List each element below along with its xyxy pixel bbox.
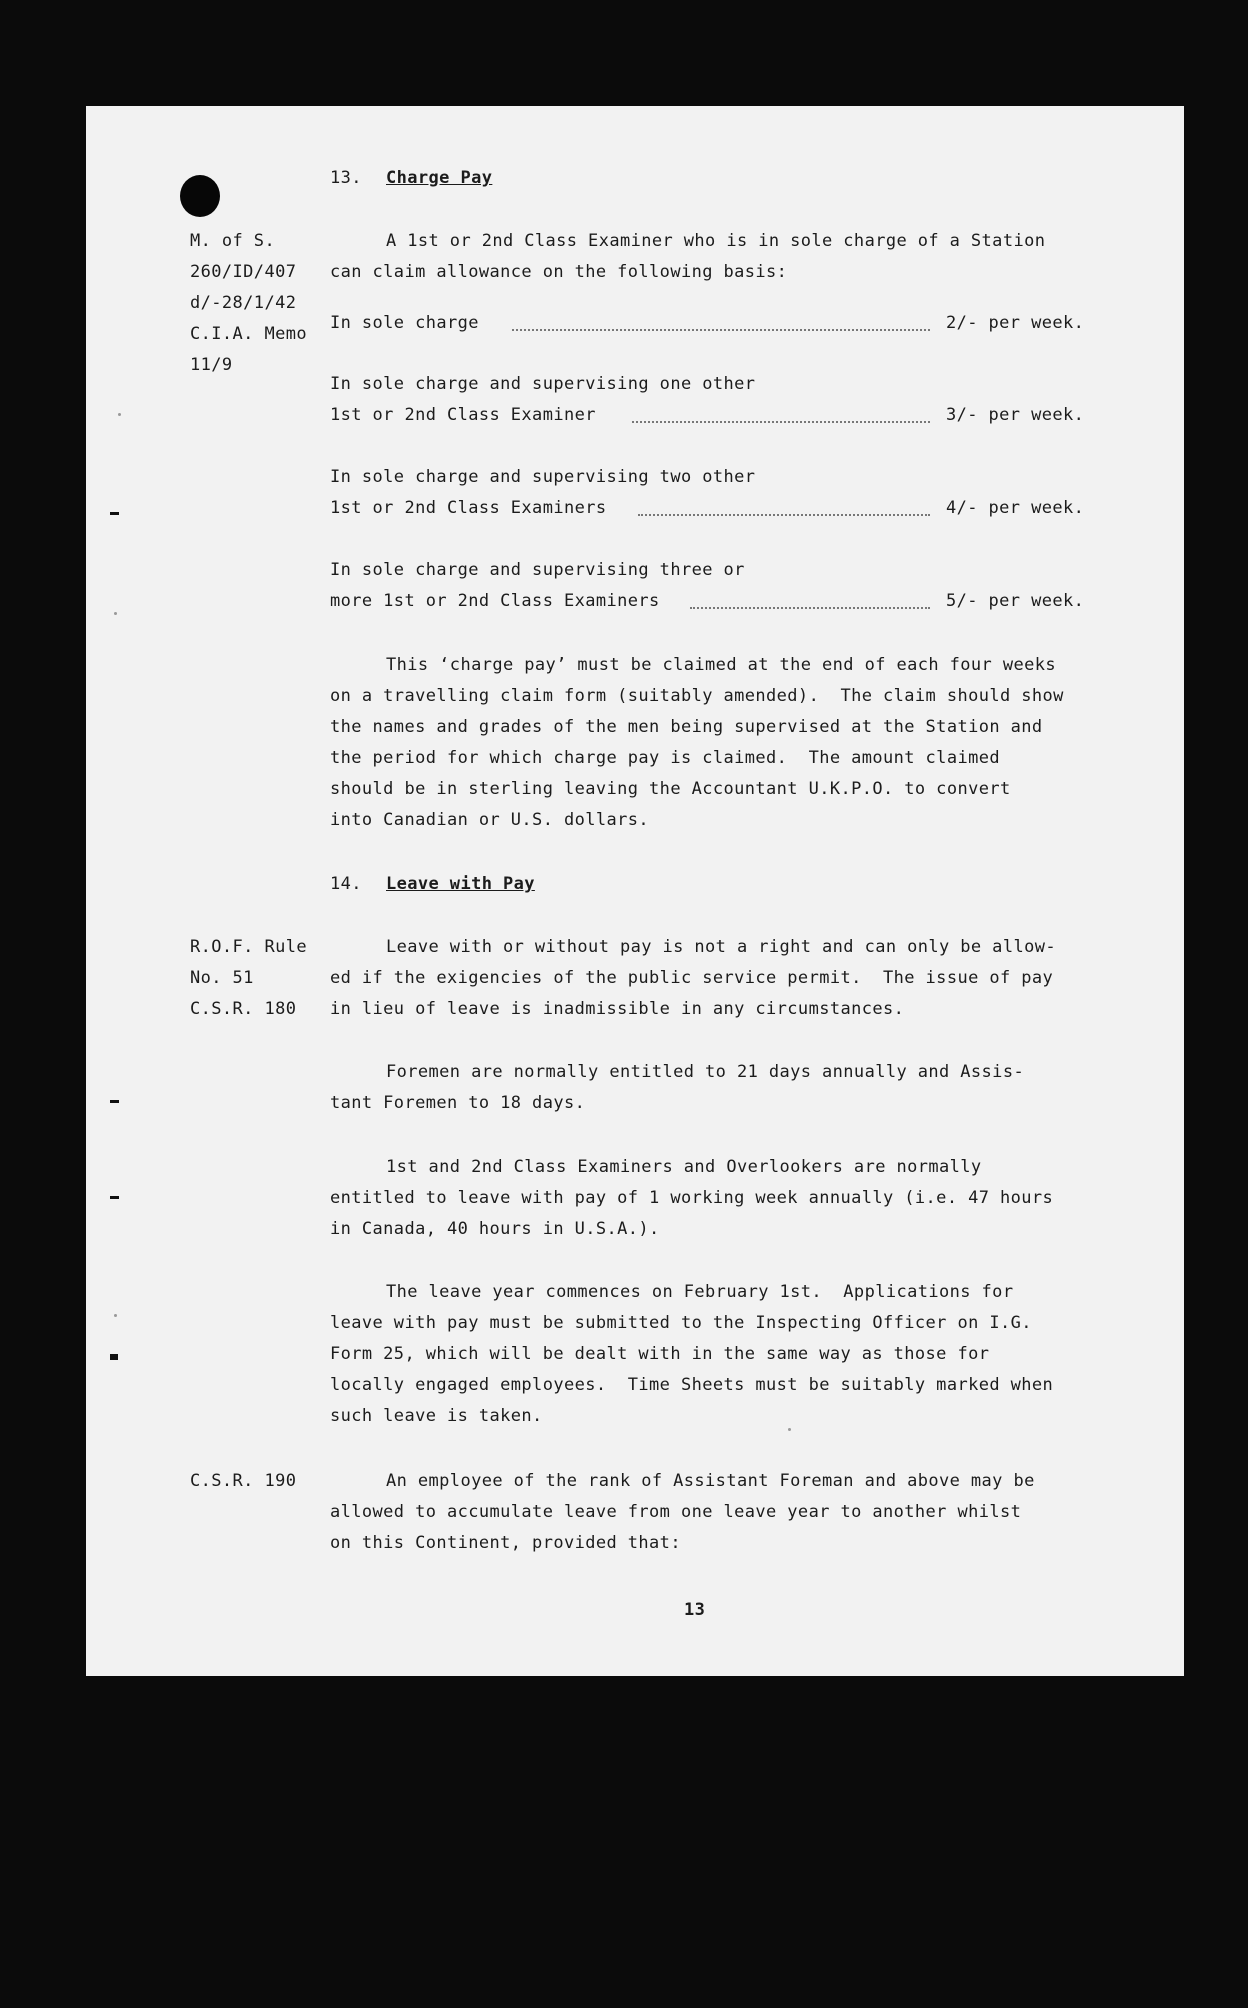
paragraph-line: the period for which charge pay is claimed. The amount claimed — [330, 748, 1000, 768]
intro-line: A 1st or 2nd Class Examiner who is in sole charge of a Station — [386, 231, 1046, 251]
paragraph-line: 1st and 2nd Class Examiners and Overlookers are normally — [386, 1157, 982, 1177]
paragraph-line: into Canadian or U.S. dollars. — [330, 810, 650, 830]
paragraph-line: in lieu of leave is inadmissible in any circumstances. — [330, 999, 905, 1019]
paragraph-line: Form 25, which will be dealt with in the same way as those for — [330, 1344, 990, 1364]
paragraph-line: on this Continent, provided that: — [330, 1533, 681, 1553]
margin-reference: 11/9 — [190, 355, 233, 375]
paragraph-line: This ‘charge pay’ must be claimed at the end of each four weeks — [386, 655, 1056, 675]
margin-reference: d/-28/1/42 — [190, 293, 297, 313]
page-number: 13 — [684, 1600, 706, 1620]
leader-dots — [512, 329, 930, 331]
paragraph-line: The leave year commences on February 1st. Applications for — [386, 1282, 1014, 1302]
rate-description: In sole charge and supervising one other — [330, 374, 756, 394]
margin-mark — [110, 1100, 119, 1103]
margin-reference: M. of S. — [190, 231, 276, 251]
paragraph-line: on a travelling claim form (suitably amended). The claim should show — [330, 686, 1064, 706]
paragraph-line: locally engaged employees. Time Sheets must be suitably marked when — [330, 1375, 1054, 1395]
section-13-number: 13. — [330, 168, 362, 188]
margin-reference: C.I.A. Memo — [190, 324, 307, 344]
paragraph-line: tant Foremen to 18 days. — [330, 1093, 586, 1113]
margin-reference: No. 51 — [190, 968, 254, 988]
paragraph-line: in Canada, 40 hours in U.S.A.). — [330, 1219, 660, 1239]
margin-reference: C.S.R. 180 — [190, 999, 297, 1019]
paragraph-line: ed if the exigencies of the public service permit. The issue of pay — [330, 968, 1054, 988]
rate-description: more 1st or 2nd Class Examiners — [330, 591, 660, 611]
section-14-number: 14. — [330, 874, 362, 894]
paragraph-line: allowed to accumulate leave from one leave year to another whilst — [330, 1502, 1022, 1522]
leader-dots — [638, 514, 930, 516]
paragraph-line: An employee of the rank of Assistant Foreman and above may be — [386, 1471, 1035, 1491]
rate-amount: 4/- per week. — [946, 498, 1085, 518]
margin-reference: 260/ID/407 — [190, 262, 297, 282]
section-14-heading: Leave with Pay — [386, 874, 535, 894]
margin-mark — [110, 512, 119, 515]
rate-description: In sole charge and supervising three or — [330, 560, 745, 580]
rate-amount: 3/- per week. — [946, 405, 1085, 425]
paragraph-line: should be in sterling leaving the Accountant U.K.P.O. to convert — [330, 779, 1011, 799]
rate-amount: 5/- per week. — [946, 591, 1085, 611]
leader-dots — [690, 607, 930, 609]
paragraph-line: Leave with or without pay is not a right and can only be allow- — [386, 937, 1056, 957]
rate-description: In sole charge — [330, 313, 479, 333]
paragraph-line: Foremen are normally entitled to 21 days annually and Assis- — [386, 1062, 1025, 1082]
section-13-heading: Charge Pay — [386, 168, 493, 188]
ink-blot — [180, 175, 220, 217]
intro-line: can claim allowance on the following basis: — [330, 262, 788, 282]
margin-reference: R.O.F. Rule — [190, 937, 307, 957]
margin-mark — [110, 1354, 118, 1360]
paragraph-line: the names and grades of the men being supervised at the Station and — [330, 717, 1043, 737]
paragraph-line: leave with pay must be submitted to the Inspecting Officer on I.G. — [330, 1313, 1032, 1333]
paragraph-line: such leave is taken. — [330, 1406, 543, 1426]
rate-description: 1st or 2nd Class Examiners — [330, 498, 607, 518]
margin-mark — [110, 1196, 119, 1199]
leader-dots — [632, 421, 930, 423]
rate-amount: 2/- per week. — [946, 313, 1085, 333]
rate-description: In sole charge and supervising two other — [330, 467, 756, 487]
paragraph-line: entitled to leave with pay of 1 working week annually (i.e. 47 hours — [330, 1188, 1054, 1208]
margin-reference: C.S.R. 190 — [190, 1471, 297, 1491]
rate-description: 1st or 2nd Class Examiner — [330, 405, 596, 425]
